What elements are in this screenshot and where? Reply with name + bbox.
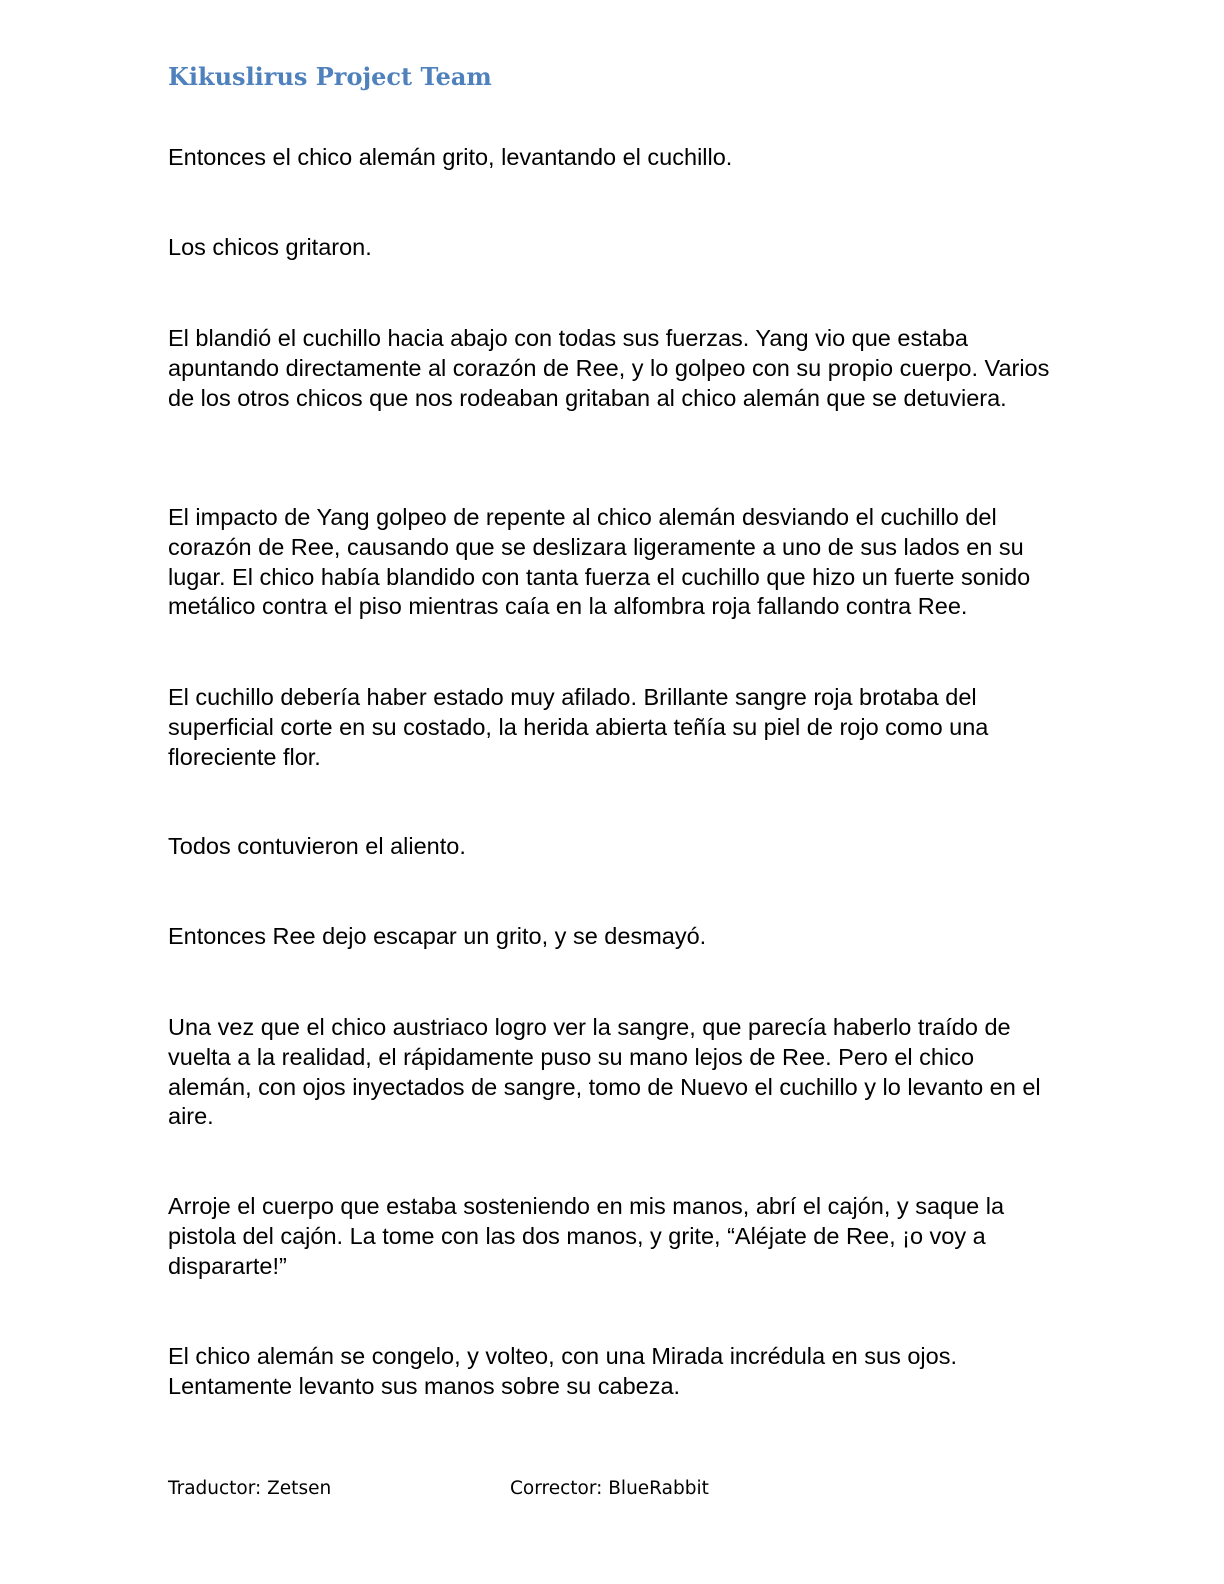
header-title: Kikuslirus Project Team xyxy=(168,62,492,91)
paragraph: El impacto de Yang golpeo de repente al chico alemán desviando el cuchillo del corazón de Ree, causando que se deslizara ligeramente a uno de sus lados en su lugar. El chico había blandido con tanta fuerza el cuchillo que hizo un fuerte sonido metálico contra el piso mientras caía en la alfombra roja fallando contra Ree. xyxy=(168,504,1031,620)
footer-corrector: Corrector: BlueRabbit xyxy=(510,1478,709,1499)
paragraph: Entonces el chico alemán grito, levantando el cuchillo. xyxy=(168,144,733,170)
paragraph: Entonces Ree dejo escapar un grito, y se desmayó. xyxy=(168,923,707,949)
paragraph: Una vez que el chico austriaco logro ver la sangre, que parecía haberlo traído de vuelta a la realidad, el rápidamente puso su mano lejos de Ree. Pero el chico alemán, con ojos inyectados de sangre, tomo de Nuevo el cuchillo y lo levanto en el aire. xyxy=(168,1014,1041,1130)
paragraph: Todos contuvieron el aliento. xyxy=(168,833,466,859)
paragraph: Arroje el cuerpo que estaba sosteniendo en mis manos, abrí el cajón, y saque la pistola del cajón. La tome con las dos manos, y grite, “Aléjate de Ree, ¡o voy a dispararte!” xyxy=(168,1193,1005,1279)
footer-translator: Traductor: Zetsen xyxy=(168,1478,332,1499)
paragraph: El blandió el cuchillo hacia abajo con todas sus fuerzas. Yang vio que estaba apuntando directamente al corazón de Ree, y lo golpeo con su propio cuerpo. Varios de los otros chicos que nos rodeaban gritaban al chico alemán que se detuviera. xyxy=(168,325,1050,411)
paragraph: El chico alemán se congelo, y volteo, con una Mirada incrédula en sus ojos. Lentamente levanto sus manos sobre su cabeza. xyxy=(168,1343,958,1399)
paragraph: Los chicos gritaron. xyxy=(168,234,372,260)
paragraph: El cuchillo debería haber estado muy afilado. Brillante sangre roja brotaba del superficial corte en su costado, la herida abierta teñía su piel de rojo como una floreciente flor. xyxy=(168,684,989,770)
